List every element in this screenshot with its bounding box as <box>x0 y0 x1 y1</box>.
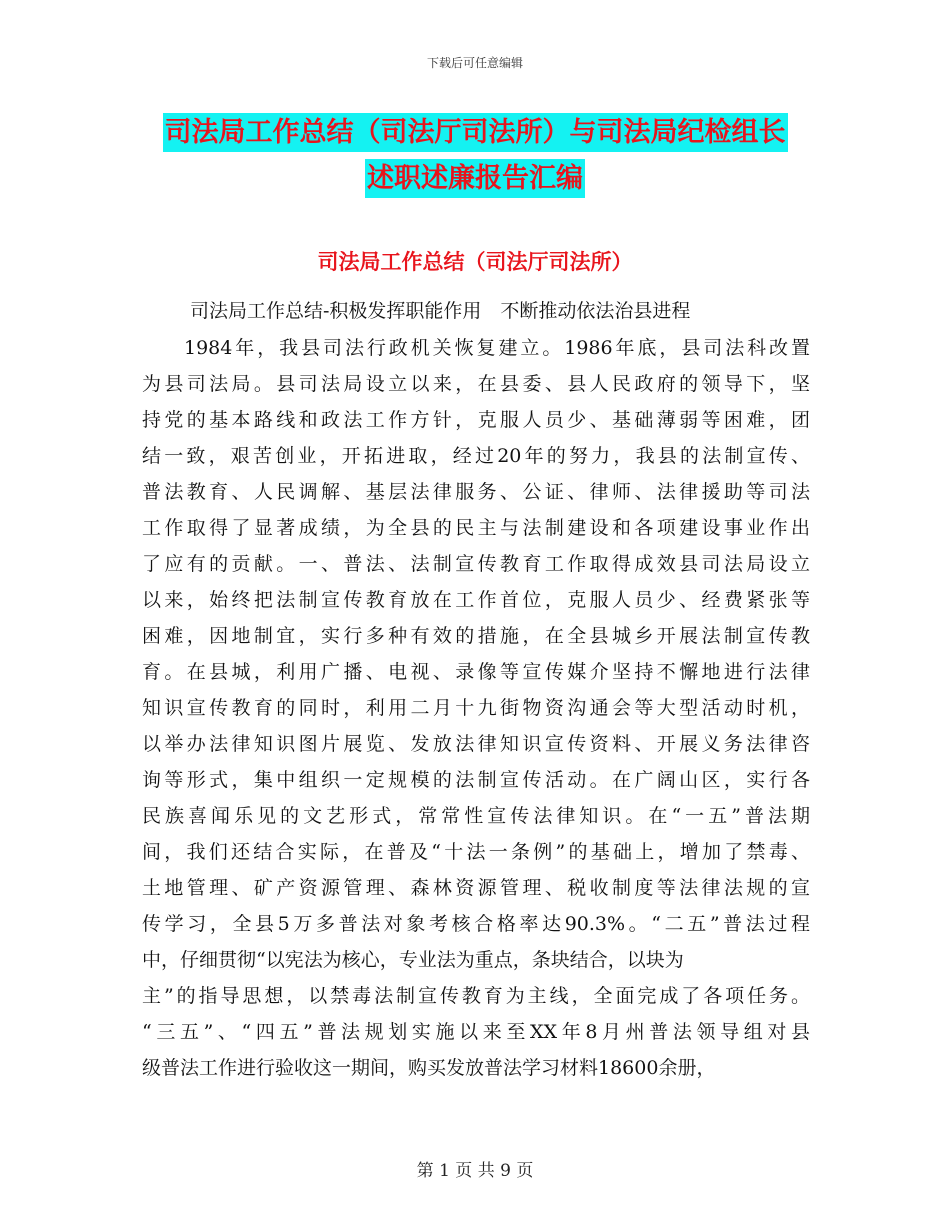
body-line: 以来，始终把法制宣传教育放在工作首位，克服人员少、经费紧张等 <box>142 589 810 611</box>
body-line: 持党的基本路线和政法工作方针，克服人员少、基础薄弱等困难，团 <box>142 409 810 431</box>
body-line: 结一致，艰苦创业，开拓进取，经过20年的努力，我县的法制宣传、 <box>142 445 810 467</box>
body-line: 以举办法律知识图片展览、发放法律知识宣传资料、开展义务法律咨 <box>142 733 810 755</box>
body-line: 普法教育、人民调解、基层法律服务、公证、律师、法律援助等司法 <box>142 481 810 503</box>
body-line: 土地管理、矿产资源管理、森林资源管理、税收制度等法律法规的宣 <box>142 877 810 899</box>
body-line: 1984年，我县司法行政机关恢复建立。1986年底，县司法科改置 <box>184 337 810 359</box>
header-note: 下载后可任意编辑 <box>426 56 523 70</box>
body-line: “三五”、“四五”普法规划实施以来至XX年8月州普法领导组对县 <box>142 1021 810 1043</box>
body-text <box>142 330 810 1086</box>
body-line: 中，仔细贯彻“以宪法为核心，专业法为重点，条块结合，以块为 <box>142 949 684 971</box>
document-title-line-2 <box>0 156 950 195</box>
body-line: 级普法工作进行验收这一期间，购买发放普法学习材料18600余册， <box>142 1057 716 1079</box>
body-line: 询等形式，集中组织一定规模的法制宣传活动。在广阔山区，实行各 <box>142 769 810 791</box>
body-line: 为县司法局。县司法局设立以来，在县委、县人民政府的领导下，坚 <box>142 373 810 395</box>
document-title-line-1 <box>0 110 950 149</box>
section-title: 司法局工作总结（司法厅司法所） <box>317 250 633 274</box>
body-line: 主”的指导思想，以禁毒法制宣传教育为主线，全面完成了各项任务。 <box>142 985 810 1007</box>
document-title-text-1: 司法局工作总结（司法厅司法所）与司法局纪检组长 <box>163 113 788 152</box>
body-line: 民族喜闻乐见的文艺形式，常常性宣传法律知识。在“一五”普法期 <box>142 805 810 827</box>
body-line: 工作取得了显著成绩，为全县的民主与法制建设和各项建设事业作出 <box>142 517 810 539</box>
body-line: 传学习，全县5万多普法对象考核合格率达90.3%。“二五”普法过程 <box>142 913 810 935</box>
body-line: 间，我们还结合实际，在普及“十法一条例”的基础上，增加了禁毒、 <box>142 841 810 863</box>
body-line: 育。在县城，利用广播、电视、录像等宣传媒介坚持不懈地进行法律 <box>142 661 810 683</box>
body-line: 了应有的贡献。一、普法、法制宣传教育工作取得成效县司法局设立 <box>142 553 810 575</box>
page-footer: 第 1 页 共 9 页 <box>416 1161 534 1181</box>
article-subtitle: 司法局工作总结-积极发挥职能作用 不断推动依法治县进程 <box>190 300 691 322</box>
body-line: 困难，因地制宜，实行多种有效的措施，在全县城乡开展法制宣传教 <box>142 625 810 647</box>
document-title-text-2: 述职述廉报告汇编 <box>365 159 585 198</box>
body-line: 知识宣传教育的同时，利用二月十九街物资沟通会等大型活动时机， <box>142 697 810 719</box>
